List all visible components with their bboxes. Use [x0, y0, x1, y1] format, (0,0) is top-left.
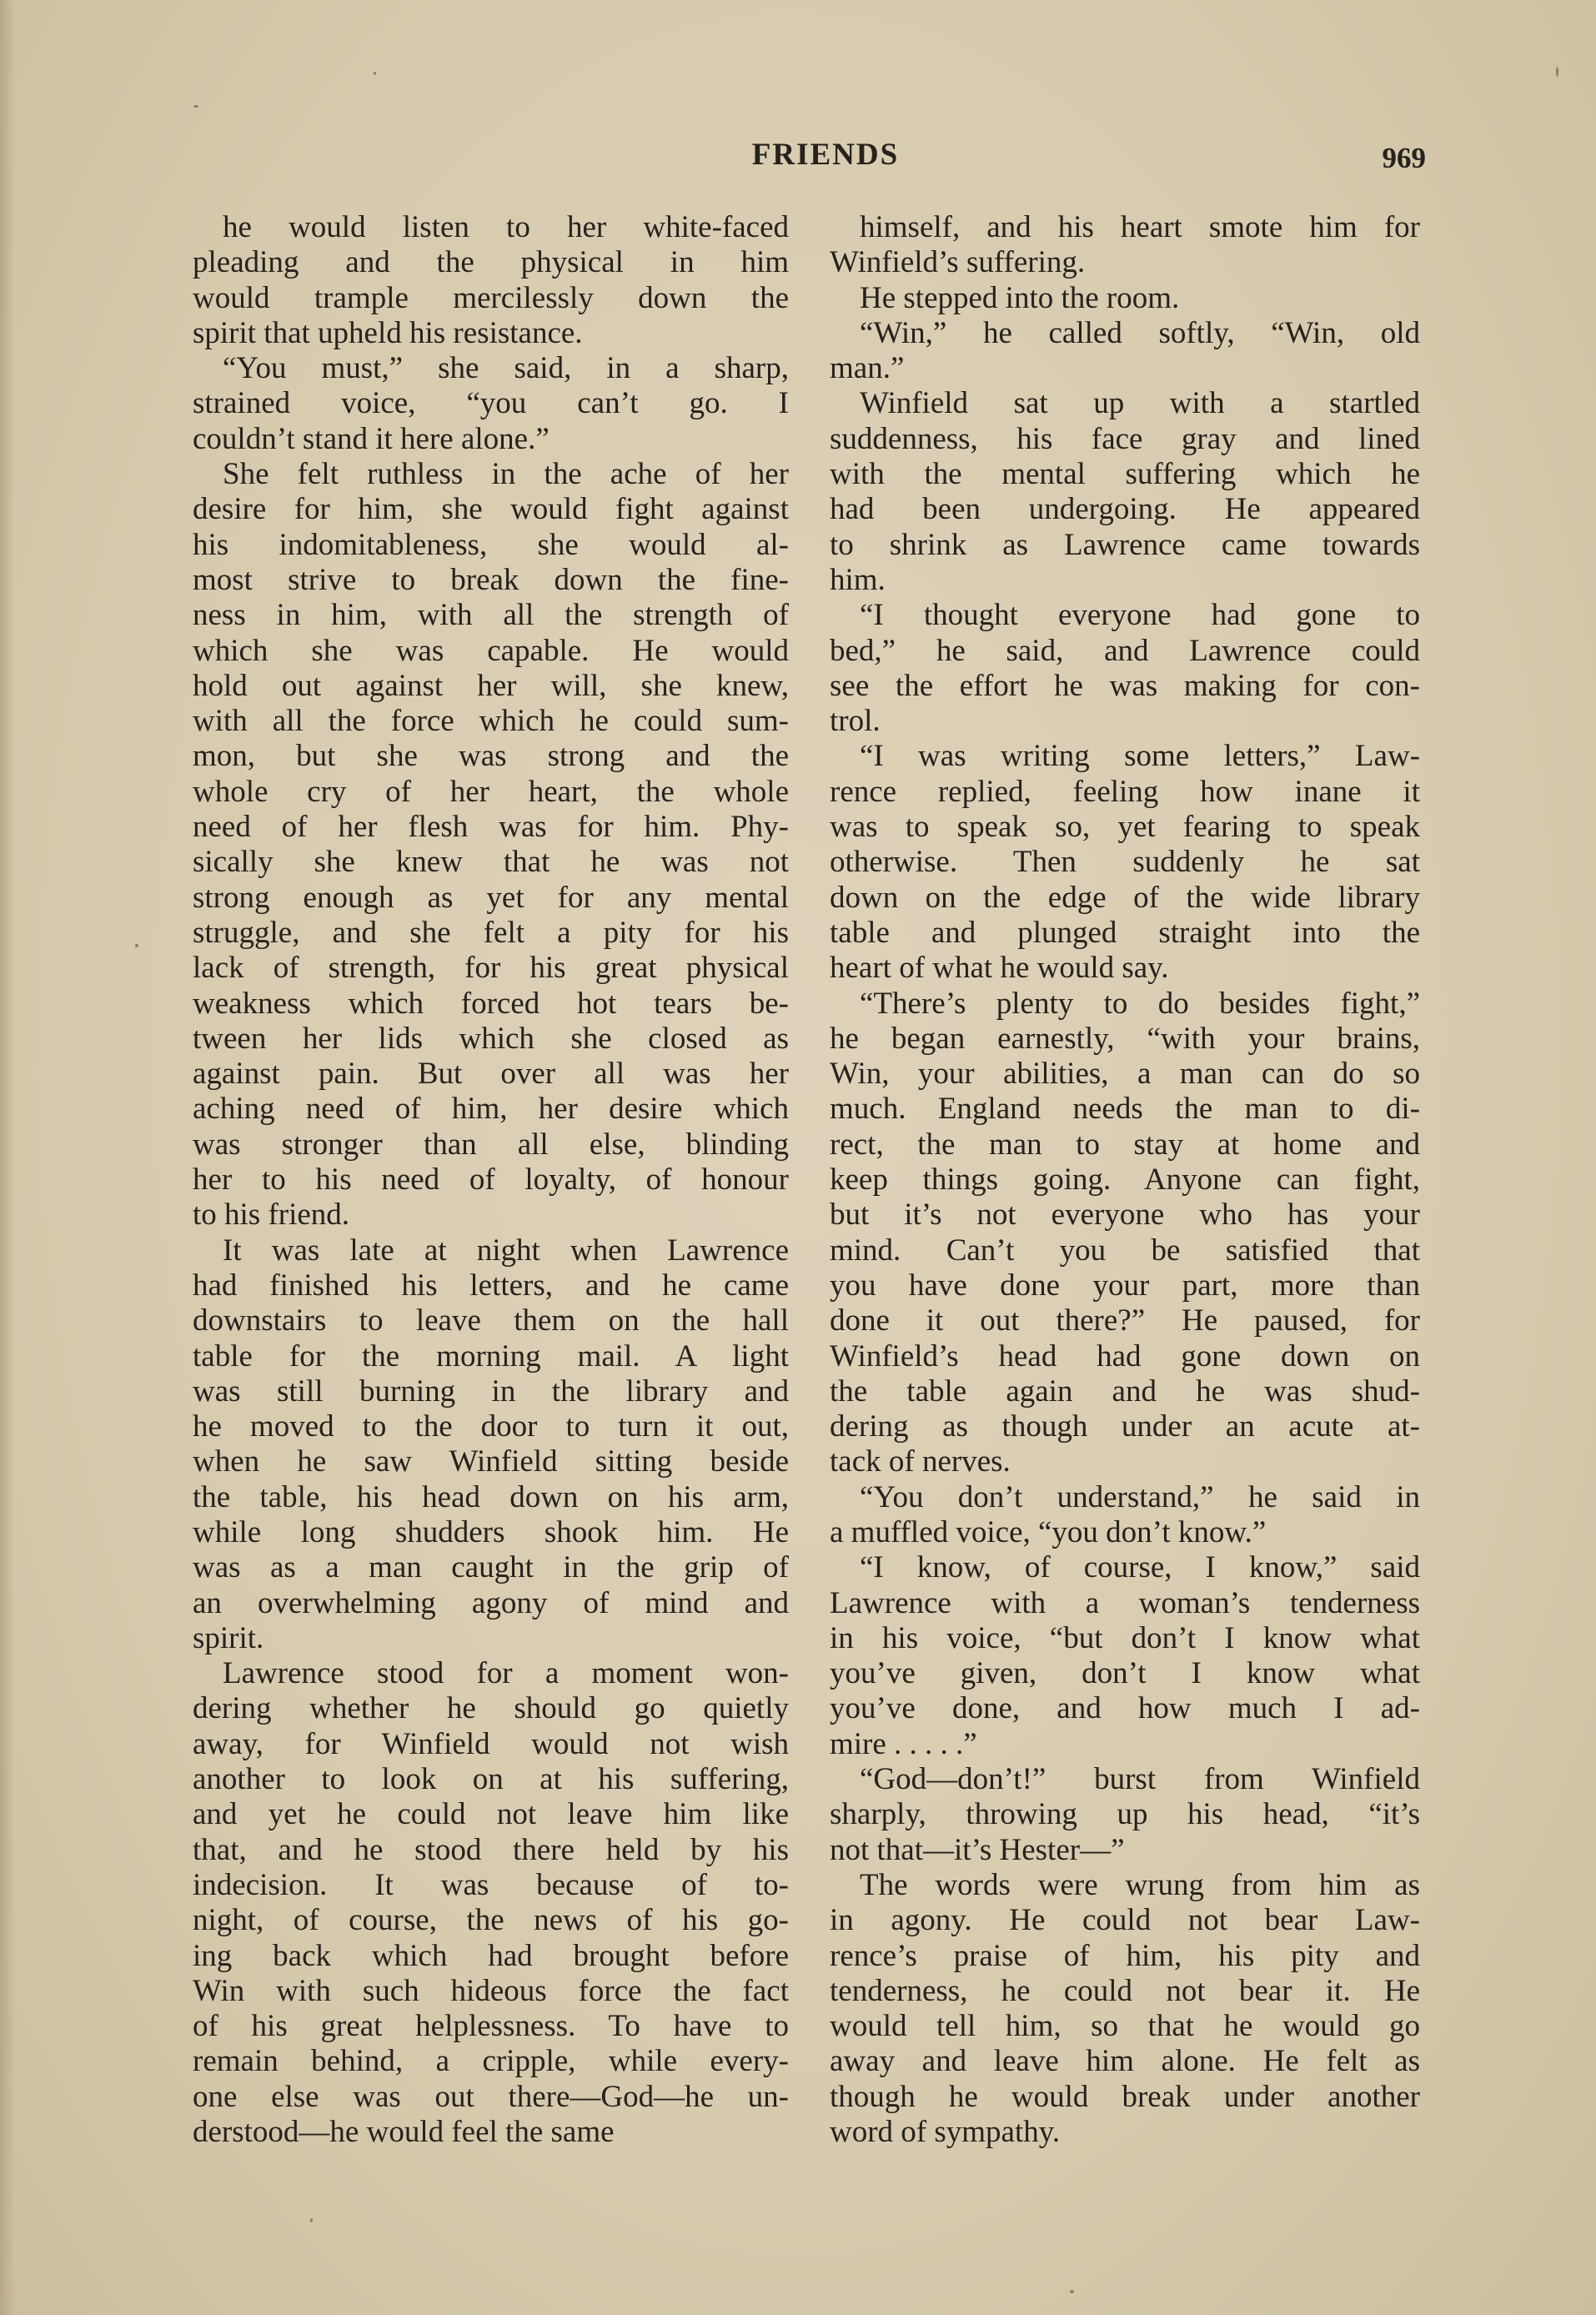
text-line: with the mental suffering which he — [830, 457, 1420, 492]
text-line: mire . . . . .” — [830, 1726, 977, 1761]
text-line: which she was capable. He would — [193, 633, 789, 668]
text-line: strong enough as yet for any mental — [193, 880, 789, 915]
text-line: one else was out there—God—he un- — [193, 2079, 789, 2114]
text-line: rect, the man to stay at home and — [830, 1127, 1420, 1162]
text-line: hold out against her will, she knew, — [193, 668, 789, 703]
text-line: was stronger than all else, blinding — [193, 1127, 789, 1162]
text-line: “You must,” she said, in a sharp, — [223, 351, 789, 386]
text-line: She felt ruthless in the ache of her — [223, 457, 789, 492]
text-line: indecision. It was because of to- — [193, 1867, 789, 1902]
text-line: rence’s praise of him, his pity and — [830, 1938, 1420, 1973]
text-line: himself, and his heart smote him for — [860, 210, 1420, 244]
text-line: need of her flesh was for him. Phy- — [193, 810, 789, 845]
paper-speck — [193, 105, 198, 108]
text-line: tween her lids which she closed as — [193, 1021, 789, 1056]
text-line: table for the morning mail. A light — [193, 1338, 789, 1373]
text-line: while long shudders shook him. He — [193, 1514, 789, 1549]
text-line: heart of what he would say. — [830, 951, 1169, 986]
text-line: “I thought everyone had gone to — [860, 598, 1420, 633]
text-line: in agony. He could not bear Law- — [830, 1903, 1420, 1938]
text-line: lack of strength, for his great physical — [193, 951, 789, 986]
text-line: though he would break under another — [830, 2079, 1420, 2114]
text-line: of his great helplessness. To have to — [193, 2009, 789, 2044]
text-line: his indomitableness, she would al- — [193, 527, 789, 562]
text-line: suddenness, his face gray and lined — [830, 421, 1420, 456]
text-line: done it out there?” He paused, for — [830, 1303, 1420, 1338]
paragraph — [830, 598, 1420, 739]
text-line: with all the force which he could sum- — [193, 704, 789, 739]
text-line: derstood—he would feel the same — [193, 2115, 615, 2150]
text-line: mon, but she was strong and the — [193, 739, 789, 774]
text-line: him. — [830, 562, 886, 597]
text-line: table and plunged straight into the — [830, 915, 1420, 950]
text-line: bed,” he said, and Lawrence could — [830, 633, 1420, 668]
paragraph — [193, 210, 789, 351]
text-line: Winfield sat up with a startled — [860, 386, 1420, 421]
text-line: to his friend. — [193, 1198, 350, 1233]
paragraph — [830, 210, 1420, 281]
text-line: “God—don’t!” burst from Winfield — [860, 1762, 1420, 1797]
text-line: desire for him, she would fight against — [193, 492, 789, 527]
text-line: tenderness, he could not bear it. He — [830, 1973, 1420, 2008]
paragraph — [830, 1480, 1420, 1551]
text-line: you have done your part, more than — [830, 1268, 1420, 1303]
paragraph — [830, 281, 1420, 316]
text-line: would trample mercilessly down the — [193, 280, 789, 315]
text-line: remain behind, a cripple, while every- — [193, 2044, 789, 2079]
text-line: night, of course, the news of his go- — [193, 1903, 789, 1938]
text-line: was as a man caught in the grip of — [193, 1550, 789, 1585]
text-line: Win with such hideous force the fact — [193, 1973, 789, 2008]
text-line: Winfield’s suffering. — [830, 245, 1086, 280]
text-line: but it’s not everyone who has your — [830, 1198, 1420, 1233]
text-line: whole cry of her heart, the whole — [193, 774, 789, 809]
text-line: he began earnestly, “with your brains, — [830, 1021, 1420, 1056]
text-line: “You don’t understand,” he said in — [860, 1479, 1420, 1514]
text-line: downstairs to leave them on the hall — [193, 1303, 789, 1338]
text-line: you’ve given, don’t I know what — [830, 1656, 1420, 1691]
text-line: most strive to break down the fine- — [193, 562, 789, 597]
paragraph — [193, 1656, 789, 2150]
text-line: ness in him, with all the strength of — [193, 598, 789, 633]
text-line: he would listen to her white-faced — [223, 210, 789, 244]
running-head — [0, 137, 1596, 187]
text-line: would tell him, so that he would go — [830, 2009, 1420, 2044]
text-line: “Win,” he called softly, “Win, old — [860, 315, 1420, 350]
text-line: trol. — [830, 704, 881, 739]
text-line: much. England needs the man to di- — [830, 1092, 1420, 1127]
paper-speck — [1556, 67, 1558, 77]
text-line: against pain. But over all was her — [193, 1057, 789, 1092]
text-line: Winfield’s head had gone down on — [830, 1338, 1420, 1373]
text-line: had finished his letters, and he came — [193, 1268, 789, 1303]
paragraph — [830, 739, 1420, 986]
text-line: pleading and the physical in him — [193, 245, 789, 280]
text-line: “I know, of course, I know,” said — [860, 1550, 1420, 1585]
text-line: strained voice, “you can’t go. I — [193, 386, 789, 421]
paragraph — [193, 457, 789, 1233]
text-line: had been undergoing. He appeared — [830, 492, 1420, 527]
text-line: was still burning in the library and — [193, 1373, 789, 1409]
text-line: the table again and he was shud- — [830, 1373, 1420, 1409]
text-line: down on the edge of the wide library — [830, 880, 1420, 915]
text-line: word of sympathy. — [830, 2115, 1061, 2150]
text-line: a muffled voice, “you don’t know.” — [830, 1514, 1267, 1549]
paper-speck — [310, 2218, 313, 2222]
text-line: Lawrence stood for a moment won- — [223, 1656, 789, 1691]
text-line: away and leave him alone. He felt as — [830, 2044, 1420, 2079]
text-line: dering whether he should go quietly — [193, 1691, 789, 1726]
text-line: when he saw Winfield sitting beside — [193, 1444, 789, 1479]
paper-speck — [374, 72, 376, 75]
text-line: another to look on at his suffering, — [193, 1762, 789, 1797]
text-line: couldn’t stand it here alone.” — [193, 421, 550, 456]
text-line: and yet he could not leave him like — [193, 1797, 789, 1832]
text-line: to shrink as Lawrence came towards — [830, 527, 1420, 562]
paragraph — [830, 1550, 1420, 1762]
paragraph — [830, 1868, 1420, 2150]
text-line: weakness which forced hot tears be- — [193, 986, 789, 1021]
text-line: aching need of him, her desire which — [193, 1092, 789, 1127]
text-line: sically she knew that he was not — [193, 845, 789, 880]
text-line: see the effort he was making for con- — [830, 668, 1420, 703]
text-line: was to speak so, yet fearing to speak — [830, 810, 1420, 845]
running-title: FRIENDS — [751, 138, 900, 172]
text-line: you’ve done, and how much I ad- — [830, 1691, 1420, 1726]
page-number: 969 — [1382, 142, 1426, 174]
text-line: rence replied, feeling how inane it — [830, 774, 1420, 809]
text-line: “There’s plenty to do besides fight,” — [860, 986, 1420, 1021]
text-line: dering as though under an acute at- — [830, 1409, 1420, 1444]
text-line: sharply, throwing up his head, “it’s — [830, 1797, 1420, 1832]
text-line: that, and he stood there held by his — [193, 1832, 789, 1867]
paragraph — [830, 987, 1420, 1480]
left-text-column — [193, 210, 789, 2150]
text-line: struggle, and she felt a pity for his — [193, 915, 789, 950]
text-line: in his voice, “but don’t I know what — [830, 1620, 1420, 1655]
paper-speck — [1070, 2290, 1074, 2293]
text-line: the table, his head down on his arm, — [193, 1479, 789, 1514]
paragraph — [830, 316, 1420, 387]
page-edge-shadow — [0, 0, 15, 2315]
text-line: not that—it’s Hester—” — [830, 1832, 1125, 1867]
paragraph — [193, 351, 789, 457]
text-line: Win, your abilities, a man can do so — [830, 1057, 1420, 1092]
paragraph — [193, 1233, 789, 1657]
text-line: He stepped into the room. — [860, 280, 1180, 315]
right-text-column — [830, 210, 1420, 2150]
text-line: tack of nerves. — [830, 1444, 1011, 1479]
text-line: mind. Can’t you be satisfied that — [830, 1233, 1420, 1268]
paragraph — [830, 386, 1420, 598]
paragraph — [830, 1762, 1420, 1868]
text-line: “I was writing some letters,” Law- — [860, 739, 1420, 774]
text-line: keep things going. Anyone can fight, — [830, 1163, 1420, 1198]
text-line: Lawrence with a woman’s tenderness — [830, 1585, 1420, 1620]
text-line: spirit. — [193, 1620, 264, 1655]
text-line: her to his need of loyalty, of honour — [193, 1163, 789, 1198]
text-line: ing back which had brought before — [193, 1938, 789, 1973]
text-line: otherwise. Then suddenly he sat — [830, 845, 1420, 880]
text-line: away, for Winfield would not wish — [193, 1726, 789, 1761]
paper-speck — [135, 944, 138, 947]
text-line: man.” — [830, 351, 905, 386]
text-line: he moved to the door to turn it out, — [193, 1409, 789, 1444]
text-line: It was late at night when Lawrence — [223, 1233, 789, 1268]
text-line: The words were wrung from him as — [860, 1867, 1420, 1902]
text-line: spirit that upheld his resistance. — [193, 315, 583, 350]
text-line: an overwhelming agony of mind and — [193, 1585, 789, 1620]
